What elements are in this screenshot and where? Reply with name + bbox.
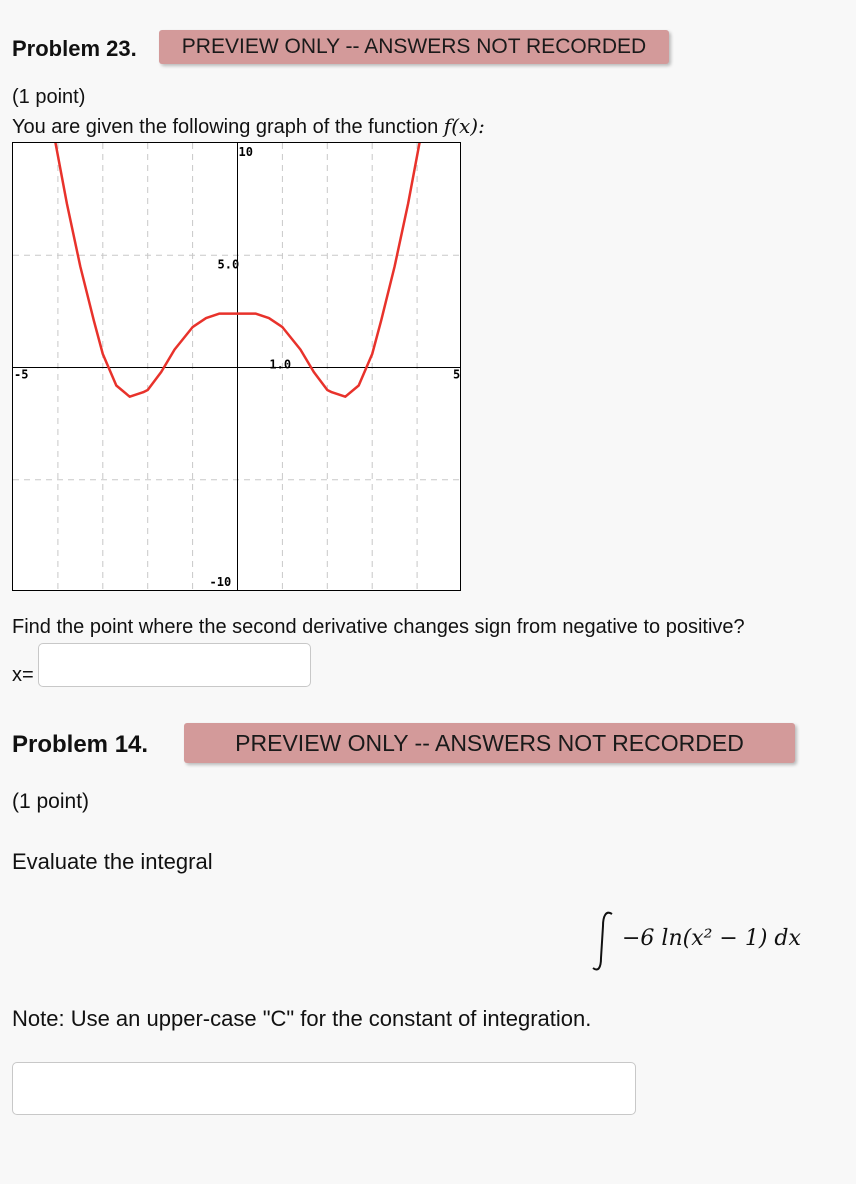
answer-label-23: x=	[12, 664, 34, 686]
x-tick-label: -5	[14, 367, 29, 382]
x-tick-label: 1.0	[269, 357, 292, 372]
intro-23	[12, 114, 485, 139]
function-label: f(x):	[443, 114, 485, 138]
integral-sign-icon	[590, 906, 620, 976]
integral-expression	[590, 906, 840, 976]
answer-input-14[interactable]	[12, 1062, 636, 1115]
problem-14-title: Problem 14.	[12, 731, 149, 758]
x-tick-label: 5	[453, 367, 461, 382]
points-14: (1 point)	[12, 790, 90, 813]
y-tick-label: -10	[209, 575, 232, 589]
note-14: Note: Use an upper-case "C" for the constant of integration.	[12, 1006, 592, 1031]
prompt-14: Evaluate the integral	[12, 849, 213, 874]
integral-text: −6 ln(x² − 1) dx	[622, 926, 801, 951]
problem-23-title: Problem 23.	[12, 36, 137, 61]
intro-text: You are given the following graph of the function	[12, 116, 439, 138]
points-23: (1 point)	[12, 86, 86, 108]
preview-badge-23: PREVIEW ONLY -- ANSWERS NOT RECORDED	[159, 30, 669, 64]
y-tick-label: 5.0	[217, 257, 240, 272]
preview-badge-14: PREVIEW ONLY -- ANSWERS NOT RECORDED	[184, 723, 795, 763]
answer-input-23[interactable]	[38, 643, 311, 687]
graph-canvas	[13, 143, 461, 591]
question-23: Find the point where the second derivative changes sign from negative to positive?	[12, 616, 745, 638]
y-tick-label: 10	[238, 145, 253, 159]
function-graph	[12, 142, 461, 591]
